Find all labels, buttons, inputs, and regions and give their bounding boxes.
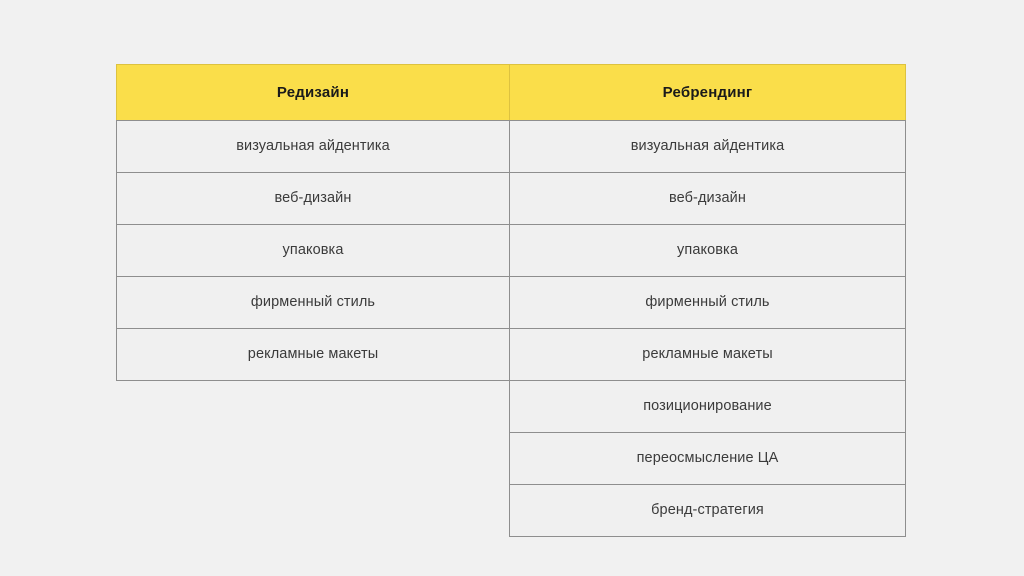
column-rebranding bbox=[509, 64, 906, 537]
column-header-redesign: Редизайн bbox=[116, 64, 510, 121]
comparison-table bbox=[116, 64, 907, 537]
table-row: визуальная айдентика bbox=[509, 120, 906, 173]
table-row: бренд-стратегия bbox=[509, 484, 906, 537]
table-row: веб-дизайн bbox=[116, 172, 510, 225]
column-header-rebranding: Ребрендинг bbox=[509, 64, 906, 121]
table-row: фирменный стиль bbox=[509, 276, 906, 329]
table-row: рекламные макеты bbox=[116, 328, 510, 381]
table-row: веб-дизайн bbox=[509, 172, 906, 225]
table-row: упаковка bbox=[116, 224, 510, 277]
table-row: позиционирование bbox=[509, 380, 906, 433]
table-row: упаковка bbox=[509, 224, 906, 277]
column-redesign bbox=[116, 64, 510, 381]
table-row: фирменный стиль bbox=[116, 276, 510, 329]
table-row: рекламные макеты bbox=[509, 328, 906, 381]
table-row: визуальная айдентика bbox=[116, 120, 510, 173]
table-row: переосмысление ЦА bbox=[509, 432, 906, 485]
